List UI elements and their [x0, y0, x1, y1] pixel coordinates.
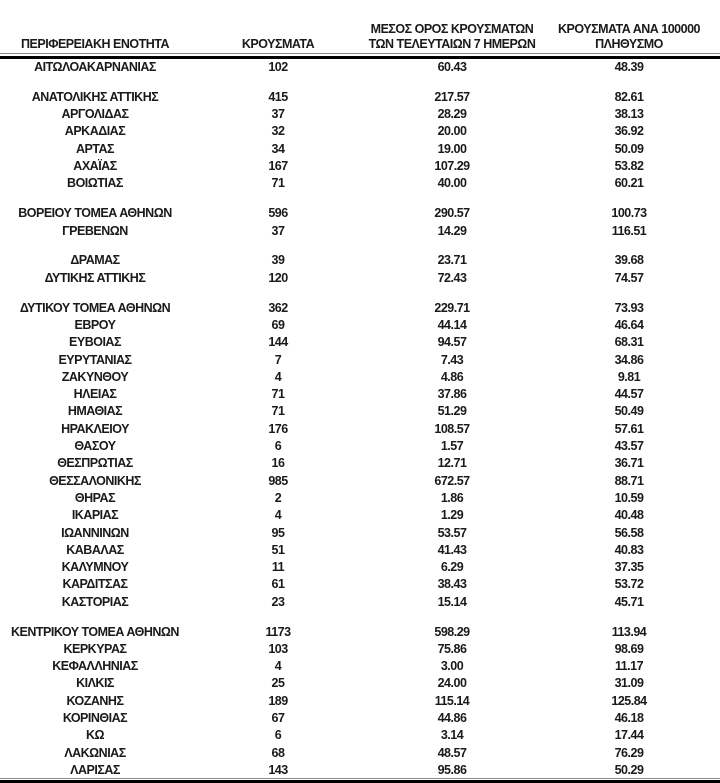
avg7-cell: 107.29 [434, 159, 470, 174]
region-cell: ΚΟΖΑΝΗΣ [66, 693, 124, 708]
header-region-label: ΠΕΡΙΦΕΡΕΙΑΚΗ ΕΝΟΤΗΤΑ [21, 37, 169, 51]
region-cell: ΙΚΑΡΙΑΣ [71, 508, 119, 523]
avg7-cell: 7.43 [440, 352, 464, 367]
cases-cell: 71 [271, 404, 285, 419]
table-row [0, 334, 720, 351]
table-row [0, 525, 720, 542]
region-cell: ΒΟΡΕΙΟΥ ΤΟΜΕΑ ΑΘΗΝΩΝ [18, 206, 172, 221]
table-row [0, 223, 720, 240]
table-row [0, 252, 720, 269]
header-7day-average [366, 22, 538, 53]
cases-cell: 37 [271, 223, 285, 238]
cases-cell: 39 [271, 253, 285, 268]
table-row [0, 317, 720, 334]
cases-cell: 415 [268, 89, 288, 104]
per100k-cell: 40.83 [614, 542, 644, 557]
region-cell: ΗΡΑΚΛΕΙΟΥ [61, 421, 129, 436]
table-row [0, 89, 720, 106]
cases-cell: 16 [271, 456, 285, 471]
table-row [0, 158, 720, 175]
header-cases [190, 22, 366, 53]
region-cell: ΘΗΡΑΣ [74, 490, 116, 505]
table-row [0, 205, 720, 222]
per100k-cell: 50.09 [614, 141, 644, 156]
cases-cell: 1173 [265, 624, 291, 639]
avg7-cell: 229.71 [434, 300, 470, 315]
cases-cell: 6 [274, 439, 282, 454]
table-row [0, 762, 720, 779]
per100k-cell: 34.86 [614, 352, 644, 367]
per100k-cell: 37.35 [614, 560, 644, 575]
per100k-cell: 88.71 [614, 473, 644, 488]
per100k-cell: 68.31 [614, 335, 644, 350]
avg7-cell: 20.00 [437, 124, 467, 139]
region-cell: ΔΡΑΜΑΣ [70, 253, 120, 268]
cases-cell: 143 [268, 762, 288, 777]
region-cell: ΑΡΚΑΔΙΑΣ [64, 124, 126, 139]
avg7-cell: 40.00 [437, 176, 467, 191]
cases-cell: 4 [274, 659, 282, 674]
avg7-cell: 4.86 [440, 369, 464, 384]
per100k-cell: 46.18 [614, 711, 644, 726]
per100k-cell: 36.92 [614, 124, 644, 139]
avg7-cell: 3.00 [440, 659, 464, 674]
cases-cell: 67 [271, 711, 285, 726]
table-row [0, 123, 720, 140]
per100k-cell: 113.94 [611, 624, 647, 639]
avg7-cell: 53.57 [437, 525, 467, 540]
cases-cell: 6 [274, 728, 282, 743]
per100k-cell: 50.29 [614, 762, 644, 777]
header-per-100k-line1: ΚΡΟΥΣΜΑΤΑ ΑΝΑ 100000 [558, 22, 700, 36]
table-row [0, 594, 720, 611]
per100k-cell: 60.21 [614, 176, 644, 191]
table-row [0, 270, 720, 287]
per100k-cell: 31.09 [614, 676, 644, 691]
cases-cell: 68 [271, 745, 285, 760]
region-cell: ΚΑΒΑΛΑΣ [66, 542, 124, 557]
cases-cell: 4 [274, 508, 282, 523]
table-row [0, 438, 720, 455]
table-row [0, 403, 720, 420]
avg7-cell: 60.43 [437, 60, 467, 74]
region-cell: ΛΑΡΙΣΑΣ [70, 762, 120, 777]
avg7-cell: 15.14 [437, 594, 467, 609]
cases-cell: 37 [271, 107, 285, 122]
avg7-cell: 672.57 [434, 473, 470, 488]
table-row [0, 59, 720, 76]
table-row [0, 559, 720, 576]
cases-cell: 176 [268, 421, 288, 436]
header-per-100k-line2: ΠΛΗΘΥΣΜΟ [595, 37, 663, 51]
per100k-cell: 40.48 [614, 508, 644, 523]
avg7-cell: 3.14 [440, 728, 464, 743]
per100k-cell: 38.13 [614, 107, 644, 122]
section-spacer [0, 240, 720, 253]
cases-cell: 32 [271, 124, 285, 139]
avg7-cell: 75.86 [437, 641, 467, 656]
table-row [0, 490, 720, 507]
cases-cell: 189 [268, 693, 288, 708]
per100k-cell: 43.57 [614, 439, 644, 454]
per100k-cell: 36.71 [614, 456, 644, 471]
avg7-cell: 1.29 [440, 508, 464, 523]
header-cases-label: ΚΡΟΥΣΜΑΤΑ [241, 37, 315, 51]
avg7-cell: 6.29 [440, 560, 464, 575]
region-cell: ΚΑΡΔΙΤΣΑΣ [62, 577, 128, 592]
header-7day-average-line1: ΜΕΣΟΣ ΟΡΟΣ ΚΡΟΥΣΜΑΤΩΝ [370, 22, 534, 36]
region-cell: ΚΑΣΤΟΡΙΑΣ [61, 594, 129, 609]
table-header-row [0, 0, 720, 53]
region-cell: ΕΥΡΥΤΑΝΙΑΣ [58, 352, 132, 367]
avg7-cell: 115.14 [434, 693, 470, 708]
section-spacer [0, 76, 720, 89]
table-body [0, 59, 720, 779]
header-region [0, 22, 190, 53]
region-cell: ΕΒΡΟΥ [74, 317, 116, 332]
avg7-cell: 95.86 [437, 762, 467, 777]
table-row [0, 106, 720, 123]
cases-cell: 102 [268, 60, 288, 74]
table-row [0, 641, 720, 658]
table-row [0, 300, 720, 317]
cases-cell: 23 [271, 594, 285, 609]
table-row [0, 542, 720, 559]
per100k-cell: 125.84 [611, 693, 647, 708]
avg7-cell: 217.57 [434, 89, 470, 104]
region-cell: ΗΜΑΘΙΑΣ [67, 404, 123, 419]
cases-cell: 11 [271, 560, 285, 575]
avg7-cell: 108.57 [434, 421, 470, 436]
per100k-cell: 98.69 [614, 641, 644, 656]
per100k-cell: 57.61 [614, 421, 644, 436]
region-cell: ΕΥΒΟΙΑΣ [69, 335, 121, 350]
per100k-cell: 50.49 [614, 404, 644, 419]
table-row [0, 693, 720, 710]
cases-cell: 120 [268, 270, 288, 285]
per100k-cell: 39.68 [614, 253, 644, 268]
per100k-cell: 17.44 [614, 728, 644, 743]
table-row [0, 141, 720, 158]
section-spacer [0, 193, 720, 206]
cases-cell: 69 [271, 317, 285, 332]
cases-cell: 71 [271, 176, 285, 191]
header-7day-average-line2: ΤΩΝ ΤΕΛΕΥΤΑΙΩΝ 7 ΗΜΕΡΩΝ [368, 37, 536, 51]
region-cell: ΓΡΕΒΕΝΩΝ [62, 223, 128, 238]
avg7-cell: 44.86 [437, 711, 467, 726]
avg7-cell: 24.00 [437, 676, 467, 691]
avg7-cell: 12.71 [437, 456, 467, 471]
avg7-cell: 14.29 [437, 223, 467, 238]
table-row [0, 352, 720, 369]
region-cell: ΚΟΡΙΝΘΙΑΣ [62, 711, 128, 726]
table-row [0, 745, 720, 762]
per100k-cell: 45.71 [614, 594, 644, 609]
region-cell: ΘΕΣΠΡΩΤΙΑΣ [57, 456, 133, 471]
per100k-cell: 53.82 [614, 159, 644, 174]
avg7-cell: 1.57 [440, 439, 464, 454]
table-bottom-border [0, 778, 720, 783]
per100k-cell: 10.59 [614, 490, 644, 505]
region-cell: ΚΩ [85, 728, 105, 743]
cases-cell: 103 [268, 641, 288, 656]
table-row [0, 369, 720, 386]
region-cell: ΗΛΕΙΑΣ [73, 387, 117, 402]
cases-cell: 34 [271, 141, 285, 156]
region-cell: ΔΥΤΙΚΟΥ ΤΟΜΕΑ ΑΘΗΝΩΝ [19, 300, 171, 315]
table-row [0, 507, 720, 524]
cases-cell: 985 [268, 473, 288, 488]
avg7-cell: 23.71 [437, 253, 467, 268]
table-row [0, 421, 720, 438]
avg7-cell: 19.00 [437, 141, 467, 156]
cases-cell: 144 [268, 335, 288, 350]
region-cell: ΑΧΑΪΑΣ [73, 159, 117, 174]
avg7-cell: 72.43 [437, 270, 467, 285]
region-cell: ΚΕΦΑΛΛΗΝΙΑΣ [52, 659, 138, 674]
avg7-cell: 94.57 [437, 335, 467, 350]
table-row [0, 658, 720, 675]
region-cell: ΚΕΝΤΡΙΚΟΥ ΤΟΜΕΑ ΑΘΗΝΩΝ [11, 624, 179, 639]
region-cell: ΖΑΚΥΝΘΟΥ [61, 369, 129, 384]
per100k-cell: 73.93 [614, 300, 644, 315]
per100k-cell: 56.58 [614, 525, 644, 540]
table-row [0, 576, 720, 593]
region-cell: ΘΕΣΣΑΛΟΝΙΚΗΣ [49, 473, 141, 488]
region-cell: ΒΟΙΩΤΙΑΣ [67, 176, 123, 191]
cases-cell: 596 [268, 206, 288, 221]
cases-cell: 61 [271, 577, 285, 592]
region-cell: ΔΥΤΙΚΗΣ ΑΤΤΙΚΗΣ [44, 270, 146, 285]
avg7-cell: 38.43 [437, 577, 467, 592]
avg7-cell: 41.43 [437, 542, 467, 557]
per100k-cell: 46.64 [614, 317, 644, 332]
table-row [0, 473, 720, 490]
avg7-cell: 37.86 [437, 387, 467, 402]
per100k-cell: 82.61 [614, 89, 644, 104]
avg7-cell: 290.57 [434, 206, 470, 221]
region-cell: ΙΩΑΝΝΙΝΩΝ [61, 525, 129, 540]
region-cell: ΘΑΣΟΥ [74, 439, 116, 454]
table-row [0, 386, 720, 403]
cases-cell: 167 [268, 159, 288, 174]
section-spacer [0, 287, 720, 300]
per100k-cell: 53.72 [614, 577, 644, 592]
cases-cell: 51 [271, 542, 285, 557]
cases-cell: 4 [274, 369, 282, 384]
region-cell: ΑΙΤΩΛΟΑΚΑΡΝΑΝΙΑΣ [34, 60, 156, 74]
avg7-cell: 44.14 [437, 317, 467, 332]
region-cell: ΚΑΛΥΜΝΟΥ [61, 560, 129, 575]
region-cell: ΑΝΑΤΟΛΙΚΗΣ ΑΤΤΙΚΗΣ [31, 89, 159, 104]
cases-cell: 25 [271, 676, 285, 691]
avg7-cell: 51.29 [437, 404, 467, 419]
region-cell: ΚΕΡΚΥΡΑΣ [63, 641, 127, 656]
table-row [0, 624, 720, 641]
cases-cell: 71 [271, 387, 285, 402]
header-per-100k [538, 22, 720, 53]
per100k-cell: 48.39 [614, 60, 644, 74]
cases-cell: 2 [274, 490, 282, 505]
per100k-cell: 100.73 [611, 206, 647, 221]
per100k-cell: 44.57 [614, 387, 644, 402]
cases-cell: 7 [274, 352, 282, 367]
table-row [0, 710, 720, 727]
table-row [0, 727, 720, 744]
table-row [0, 675, 720, 692]
cases-cell: 362 [268, 300, 288, 315]
avg7-cell: 1.86 [440, 490, 464, 505]
region-cell: ΑΡΓΟΛΙΔΑΣ [61, 107, 129, 122]
table-row [0, 455, 720, 472]
avg7-cell: 598.29 [434, 624, 470, 639]
per100k-cell: 76.29 [614, 745, 644, 760]
region-cell: ΚΙΛΚΙΣ [76, 676, 114, 691]
table-row [0, 175, 720, 192]
region-cell: ΛΑΚΩΝΙΑΣ [64, 745, 126, 760]
avg7-cell: 48.57 [437, 745, 467, 760]
per100k-cell: 116.51 [611, 223, 647, 238]
region-cell: ΑΡΤΑΣ [75, 141, 115, 156]
per100k-cell: 9.81 [617, 369, 641, 384]
cases-cell: 95 [271, 525, 285, 540]
section-spacer [0, 611, 720, 624]
avg7-cell: 28.29 [437, 107, 467, 122]
per100k-cell: 11.17 [614, 659, 644, 674]
per100k-cell: 74.57 [614, 270, 644, 285]
